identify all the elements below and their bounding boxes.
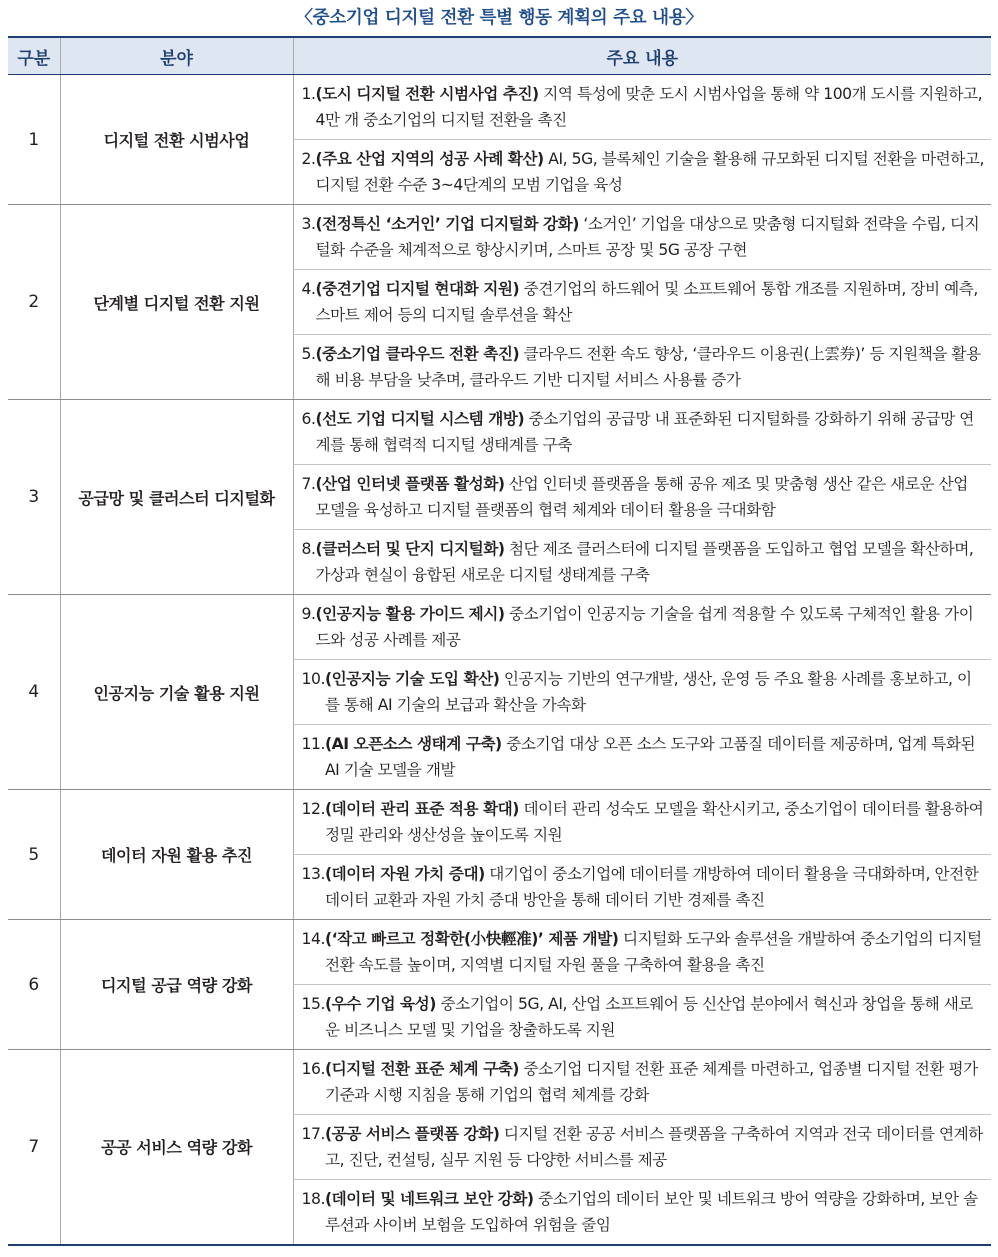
item-body (325, 1056, 985, 1108)
plan-item (302, 731, 986, 783)
header-row (8, 37, 991, 75)
item-heading: (중견기업 디지털 현대화 지원) (315, 280, 520, 298)
content-cell (293, 205, 991, 270)
group-number: 2 (8, 205, 60, 400)
group-number: 4 (8, 595, 60, 790)
table-row (8, 595, 991, 660)
plan-item (302, 276, 986, 328)
item-number: 2. (301, 150, 316, 168)
content-cell (293, 985, 991, 1050)
group-number: 3 (8, 400, 60, 595)
content-cell (293, 335, 991, 400)
plan-item (302, 341, 986, 393)
table-row (8, 790, 991, 855)
content-cell (293, 530, 991, 595)
item-text: 지역 특성에 맞춘 도시 시범사업을 통해 약 100개 도시를 지원하고, 4만 개 중소기업의 디지털 전환을 촉진 (315, 85, 983, 129)
item-text: 중소기업이 5G, AI, 산업 소프트웨어 등 신산업 분야에서 혁신과 창업을 통해 새로운 비즈니스 모델 및 기업을 창출하도록 지원 (324, 995, 973, 1039)
item-body (315, 406, 985, 458)
item-number: 11. (301, 735, 325, 753)
item-body (315, 146, 985, 198)
item-text: 산업 인터넷 플랫폼을 통해 공유 제조 및 맞춤형 생산 같은 새로운 산업 모델을 육성하고 디지털 플랫폼의 협력 체계와 데이터 활용을 극대화함 (315, 475, 968, 519)
plan-item (302, 146, 986, 198)
item-text: 디지털화 도구와 솔루션을 개발하여 중소기업의 디지털 전환 속도를 높이며, 지역별 디지털 자원 풀을 구축하여 활용을 촉진 (324, 930, 982, 974)
item-heading: (도시 디지털 전환 시범사업 추진) (315, 85, 539, 103)
plan-item (302, 406, 986, 458)
item-number: 8. (301, 540, 316, 558)
item-number: 17. (301, 1125, 325, 1143)
content-cell (293, 140, 991, 205)
item-heading: (인공지능 활용 가이드 제시) (315, 605, 505, 623)
table-row (8, 205, 991, 270)
content-cell (293, 1180, 991, 1245)
header-no: 구분 (8, 37, 60, 75)
item-body (325, 926, 985, 978)
content-cell (293, 1115, 991, 1180)
content-cell (293, 465, 991, 530)
item-heading: (주요 산업 지역의 성공 사례 확산) (315, 150, 544, 168)
item-heading: (산업 인터넷 플랫폼 활성화) (315, 475, 505, 493)
item-body (315, 341, 985, 393)
content-cell (293, 855, 991, 920)
plan-item (302, 926, 986, 978)
item-body (325, 1186, 985, 1238)
plan-item (302, 991, 986, 1043)
plan-item (302, 81, 986, 133)
item-text: 디지털 전환 공공 서비스 플랫폼을 구축하여 지역과 전국 데이터를 연계하고, 진단, 컨설팅, 실무 지원 등 다양한 서비스를 제공 (324, 1125, 983, 1169)
content-cell (293, 270, 991, 335)
item-number: 14. (301, 930, 325, 948)
plan-item (302, 666, 986, 718)
content-cell (293, 725, 991, 790)
plan-item (302, 601, 986, 653)
item-heading: (우수 기업 육성) (324, 995, 436, 1013)
item-text: AI, 5G, 블록체인 기술을 활용해 규모화된 디지털 전환을 마련하고, 디지털 전환 수준 3~4단계의 모범 기업을 육성 (315, 150, 985, 194)
plan-item (302, 536, 986, 588)
group-number: 5 (8, 790, 60, 920)
group-field: 디지털 공급 역량 강화 (60, 920, 293, 1050)
item-body (315, 536, 985, 588)
content-cell (293, 920, 991, 985)
group-field: 데이터 자원 활용 추진 (60, 790, 293, 920)
item-body (325, 796, 985, 848)
group-number: 6 (8, 920, 60, 1050)
item-number: 7. (301, 475, 316, 493)
content-cell (293, 660, 991, 725)
item-number: 18. (301, 1189, 325, 1208)
content-cell (293, 790, 991, 855)
item-number: 10. (301, 670, 325, 688)
item-number: 1. (301, 85, 316, 103)
item-body (315, 81, 985, 133)
group-field: 공급망 및 클러스터 디지털화 (60, 400, 293, 595)
plan-item (302, 1186, 986, 1238)
item-text: 인공지능 기반의 연구개발, 생산, 운영 등 주요 활용 사례를 홍보하고, 이를 통해 AI 기술의 보급과 확산을 가속화 (324, 670, 972, 714)
item-heading: (AI 오픈소스 생태계 구축) (324, 735, 502, 753)
item-number: 16. (301, 1060, 325, 1078)
item-text: 첨단 제조 클러스터에 디지털 플랫폼을 도입하고 협업 모델을 확산하며, 가상과 현실이 융합된 새로운 디지털 생태계를 구축 (315, 540, 974, 584)
item-body (325, 731, 985, 783)
item-heading: (‘작고 빠르고 정확한(小快輕准)’ 제품 개발) (324, 930, 619, 948)
item-heading: (데이터 자원 가치 증대) (324, 865, 485, 883)
item-text: 중소기업 디지털 전환 표준 체계를 마련하고, 업종별 디지털 전환 평가 기준과 시행 지침을 통해 기업의 협력 체계를 강화 (324, 1060, 978, 1104)
content-cell (293, 1050, 991, 1115)
content-cell (293, 400, 991, 465)
item-heading: (디지털 전환 표준 체계 구축) (324, 1060, 519, 1078)
group-number: 1 (8, 75, 60, 205)
content-cell (293, 595, 991, 660)
item-heading: (전정특신 ‘소거인’ 기업 디지털화 강화) (315, 215, 579, 233)
header-content: 주요 내용 (293, 37, 991, 75)
group-field: 인공지능 기술 활용 지원 (60, 595, 293, 790)
item-text: 데이터 관리 성숙도 모델을 확산시키고, 중소기업이 데이터를 활용하여 정밀 관리와 생산성을 높이도록 지원 (324, 800, 984, 844)
item-body (315, 211, 985, 263)
group-field: 단계별 디지털 전환 지원 (60, 205, 293, 400)
item-heading: (데이터 및 네트워크 보안 강화) (324, 1189, 534, 1208)
plan-item (302, 211, 986, 263)
item-body (325, 1121, 985, 1173)
table-body (8, 75, 991, 1245)
item-number: 3. (301, 215, 316, 233)
table-row (8, 400, 991, 465)
table-row (8, 920, 991, 985)
item-text: 중소기업 대상 오픈 소스 도구와 고품질 데이터를 제공하며, 업계 특화된 AI 기술 모델을 개발 (324, 735, 976, 779)
table-row (8, 1050, 991, 1115)
item-number: 13. (301, 865, 325, 883)
header-field: 분야 (60, 37, 293, 75)
plan-item (302, 471, 986, 523)
plan-item (302, 861, 986, 913)
item-number: 4. (301, 280, 316, 298)
item-body (325, 666, 985, 718)
item-heading: (중소기업 클라우드 전환 촉진) (315, 345, 520, 363)
item-body (315, 276, 985, 328)
item-heading: (선도 기업 디지털 시스템 개방) (315, 410, 525, 428)
group-field: 디지털 전환 시범사업 (60, 75, 293, 205)
item-heading: (인공지능 기술 도입 확산) (324, 670, 500, 688)
item-number: 9. (301, 605, 316, 623)
item-text: 중견기업의 하드웨어 및 소프트웨어 통합 개조를 지원하며, 장비 예측, 스마트 제어 등의 디지털 솔루션을 확산 (315, 280, 978, 324)
item-number: 5. (301, 345, 316, 363)
item-body (315, 471, 985, 523)
table-row (8, 75, 991, 140)
item-body (325, 991, 985, 1043)
item-text: 중소기업의 데이터 보안 및 네트워크 방어 역량을 강화하며, 보안 솔루션과 사이버 보험을 도입하여 위험을 줄임 (324, 1189, 978, 1234)
item-text: 중소기업이 인공지능 기술을 쉽게 적용할 수 있도록 구체적인 활용 가이드와 성공 사례를 제공 (315, 605, 974, 649)
content-cell (293, 75, 991, 140)
plan-item (302, 1121, 986, 1173)
item-number: 12. (301, 800, 325, 818)
item-text: 대기업이 중소기업에 데이터를 개방하여 데이터 활용을 극대화하며, 안전한 데이터 교환과 자원 가치 증대 방안을 통해 데이터 기반 경제를 촉진 (324, 865, 979, 909)
table-title: 〈중소기업 디지털 전환 특별 행동 계획의 주요 내용〉 (295, 8, 703, 28)
item-heading: (클러스터 및 단지 디지털화) (315, 540, 505, 558)
plan-item (302, 1056, 986, 1108)
item-body (315, 601, 985, 653)
item-heading: (공공 서비스 플랫폼 강화) (324, 1125, 500, 1143)
item-heading: (데이터 관리 표준 적용 확대) (324, 800, 519, 818)
item-text: 클라우드 전환 속도 향상, ‘클라우드 이용권(上雲券)’ 등 지원책을 활용해 비용 부담을 낮추며, 클라우드 기반 디지털 서비스 사용률 증가 (315, 345, 981, 389)
item-body (325, 861, 985, 913)
action-plan-table (8, 36, 991, 1246)
item-number: 6. (301, 410, 316, 428)
plan-item (302, 796, 986, 848)
item-text: 중소기업의 공급망 내 표준화된 디지털화를 강화하기 위해 공급망 연계를 통해 협력적 디지털 생태계를 구축 (315, 410, 974, 454)
item-text: ‘소거인’ 기업을 대상으로 맞춤형 디지털화 전략을 수립, 디지털화 수준을 체계적으로 향상시키며, 스마트 공장 및 5G 공장 구현 (315, 215, 980, 259)
group-number: 7 (8, 1050, 60, 1245)
group-field: 공공 서비스 역량 강화 (60, 1050, 293, 1245)
item-number: 15. (301, 995, 325, 1013)
